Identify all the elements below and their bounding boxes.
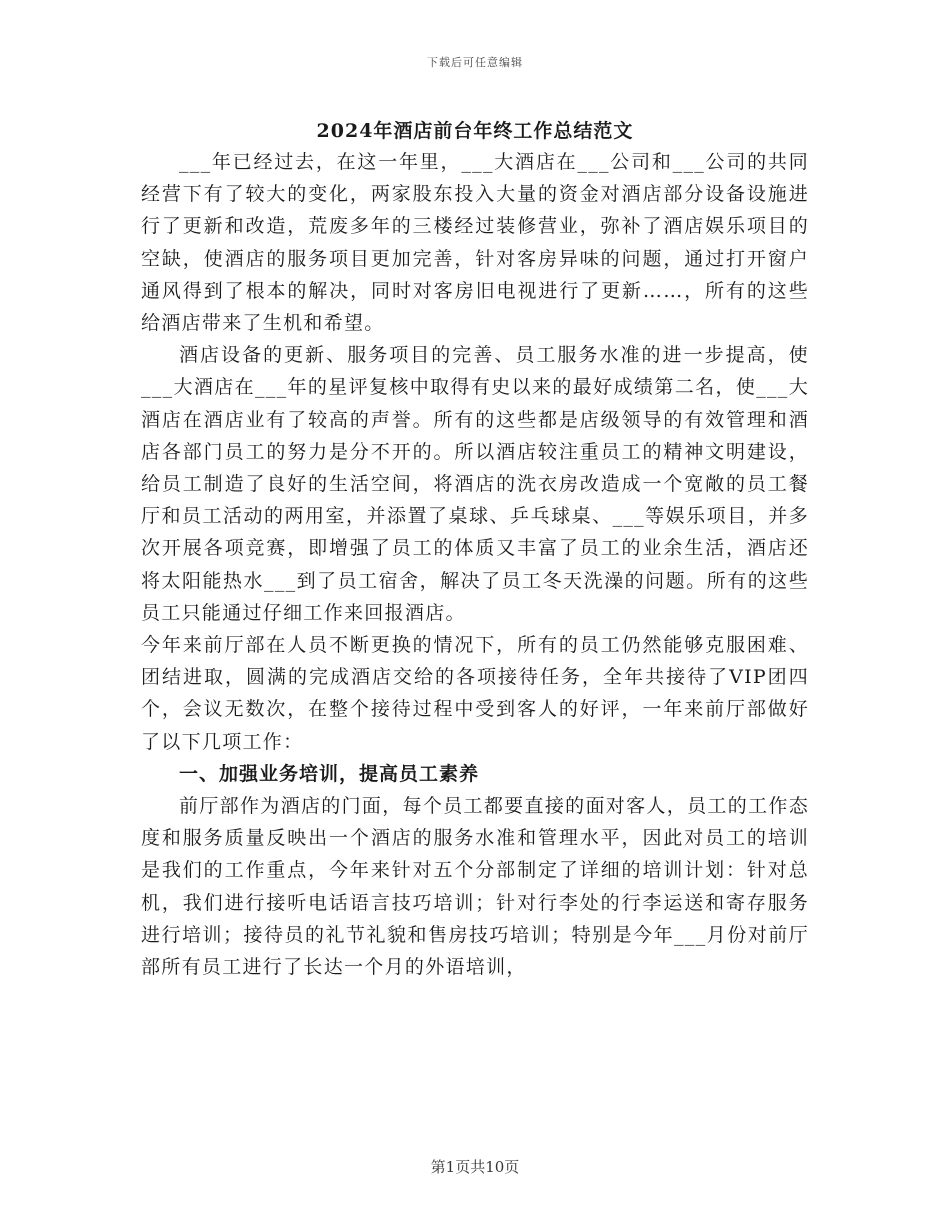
document-title: 2024年酒店前台年终工作总结范文 [316, 120, 634, 142]
page-header: 下载后可任意编辑 [427, 56, 523, 69]
page-footer: 第1页共10页 [430, 1158, 520, 1176]
section-heading: 一、加强业务培训，提高员工素养 [179, 762, 480, 785]
paragraph-3: 今年来前厅部在人员不断更换的情况下，所有的员工仍然能够克服困难、团结进取，圆满的完成酒店交给的各项接待任务，全年共接待了VIP团四个，会议无数次，在整个接待过程中受到客人的好评，一年来前厅部做好了以下几项工作： [141, 634, 809, 753]
document-body [141, 146, 809, 983]
paragraph-4: 前厅部作为酒店的门面，每个员工都要直接的面对客人，员工的工作态度和服务质量反映出一个酒店的服务水准和管理水平，因此对员工的培训是我们的工作重点，今年来针对五个分部制定了详细的培训计划：针对总机，我们进行接听电话语言技巧培训；针对行李处的行李运送和寄存服务进行培训；接待员的礼节礼貌和售房技巧培训；特别是今年___月份对前厅部所有员工进行了长达一个月的外语培训， [141, 795, 809, 979]
paragraph-2: 酒店设备的更新、服务项目的完善、员工服务水准的进一步提高，使___大酒店在___年的星评复核中取得有史以来的最好成绩第二名，使___大酒店在酒店业有了较高的声誉。所有的这些都是店级领导的有效管理和酒店各部门员工的努力是分不开的。所以酒店较注重员工的精神文明建设，给员工制造了良好的生活空间，将酒店的洗衣房改造成一个宽敞的员工餐厅和员工活动的两用室，并添置了桌球、乒乓球桌、___等娱乐项目，并多次开展各项竞赛，即增强了员工的体质又丰富了员工的业余生活，酒店还将太阳能热水___到了员工宿舍，解决了员工冬天洗澡的问题。所有的这些员工只能通过仔细工作来回报酒店。 [141, 344, 809, 624]
paragraph-1: ___年已经过去，在这一年里，___大酒店在___公司和___公司的共同经营下有了较大的变化，两家股东投入大量的资金对酒店部分设备设施进行了更新和改造，荒废多年的三楼经过装修营业，弥补了酒店娱乐项目的空缺，使酒店的服务项目更加完善，针对客房异味的问题，通过打开窗户通风得到了根本的解决，同时对客房旧电视进行了更新……，所有的这些给酒店带来了生机和希望。 [141, 151, 809, 335]
